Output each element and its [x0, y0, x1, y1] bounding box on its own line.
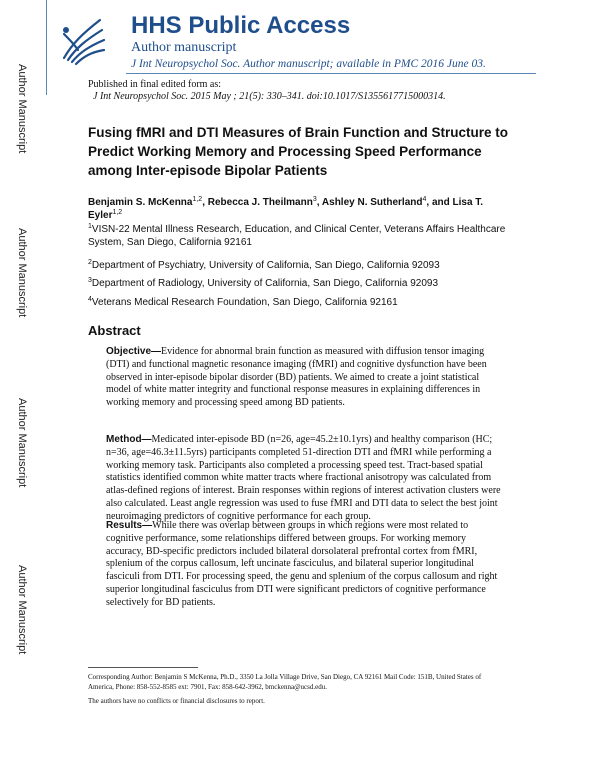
section-label: Objective— — [106, 346, 162, 357]
affiliation-text: Department of Psychiatry, University of California, San Diego, California 92093 — [91, 260, 440, 271]
affiliation-number: 2 — [88, 259, 92, 266]
affiliation-number: 4 — [88, 296, 92, 303]
hhs-public-access-title: HHS Public Access — [131, 12, 351, 39]
left-margin-labels — [0, 0, 40, 776]
affiliation — [88, 223, 508, 249]
author-name: Benjamin S. McKenna — [88, 197, 193, 208]
author-name: Ashley N. Sutherland — [321, 197, 423, 208]
published-citation: J Int Neuropsychol Soc. 2015 May ; 21(5): 330–341. doi:10.1017/S1355617715000314. — [93, 91, 446, 102]
affiliation-number: 1 — [88, 223, 92, 230]
author-affiliation-sup: 4 — [422, 196, 427, 203]
corresponding-author-note: Corresponding Author: Benjamin S McKenna, Ph.D., 3350 La Jolla Village Drive, San Diego, CA 92161 Mail Code: 151B, United States of America, Phone: 858-552-8585 ext: 7901, Fax: 858-642-3962, bmckenna@ucsd.edu. — [88, 673, 482, 691]
journal-availability: J Int Neuropsychol Soc. Author manuscript; available in PMC 2016 June 03. — [131, 58, 486, 70]
author-manuscript-label: Author Manuscript — [16, 398, 28, 488]
section-label: Results— — [106, 520, 153, 531]
author-list — [88, 196, 518, 222]
author-separator: , — [316, 197, 322, 208]
header-rule — [126, 73, 536, 74]
abstract-objective — [106, 346, 502, 410]
affiliation-number: 3 — [88, 277, 92, 284]
affiliation-text: VISN-22 Mental Illness Research, Education, and Clinical Center, Veterans Affairs Healthcare System, San Diego, California 92161 — [88, 224, 506, 248]
section-text: Medicated inter-episode BD (n=26, age=45.2±10.1yrs) and healthy comparison (HC; n=36, age=46.3±11.5yrs) participants completed 51-direction DTI and fMRI while performing a working memory task. Participants also completed a processing speed test. Tract-based spatial statistics identified common white matter tracts where fractional anisotropy was calculated from atlas-defined regions of interest. Brain responses within regions of interest activation clusters were also calculated. Least angle regression was used to fuse fMRI and DTI data to select the best joint neuroimaging predictors of cognitive performance for each group. — [106, 434, 501, 522]
article-title: Fusing fMRI and DTI Measures of Brain Function and Structure to Predict Working Memory and Processing Speed Performance among Inter-episode Bipolar Patients — [88, 125, 509, 178]
footnote-rule — [88, 667, 198, 668]
author-manuscript-label: Author Manuscript — [16, 228, 28, 318]
published-label: Published in final edited form as: — [88, 79, 222, 90]
section-text: Evidence for abnormal brain function as measured with diffusion tensor imaging (DTI) and functional magnetic resonance imaging (fMRI) and cognitive dysfunction have been observed in inter-episode bipolar disorder (BD) patients. We aimed to create a joint statistical model of white matter integrity and functional response measures in explaining differences in working memory and processing speed among BD patients. — [106, 346, 487, 409]
section-label: Method— — [106, 434, 152, 445]
author-name: Rebecca J. Theilmann — [207, 197, 313, 208]
author-affiliation-sup: 3 — [312, 196, 317, 203]
abstract-method — [106, 434, 502, 524]
affiliation-text: Department of Radiology, University of California, San Diego, California 92093 — [91, 278, 439, 289]
abstract-heading: Abstract — [88, 323, 141, 338]
affiliation — [88, 277, 508, 290]
section-text: While there was overlap between groups in which regions were most related to cognitive performance, some relationships differed between groups. For working memory accuracy, BD-specific predictors included bilateral dorsolateral prefrontal cortex from fMRI, splenium of the corpus callosum, left uncinate fasciculus, and bilateral superior longitudinal fasciculi from DTI. For processing speed, the genu and splenium of the corpus callosum and right superior longitudinal fasciculus from DTI were significant predictors of cognitive performance selectively for BD patients. — [106, 520, 498, 608]
author-separator: , and — [426, 197, 453, 208]
abstract-results — [106, 520, 502, 610]
author-separator: , — [202, 197, 208, 208]
author-manuscript-label: Author Manuscript — [16, 64, 28, 154]
affiliation — [88, 296, 508, 309]
disclosure-note: The authors have no conflicts or financial disclosures to report. — [88, 697, 265, 705]
header-divider-line — [46, 0, 47, 95]
affiliation — [88, 259, 508, 272]
hhs-logo-icon — [56, 14, 110, 68]
author-manuscript-subtitle: Author manuscript — [131, 40, 237, 55]
author-affiliation-sup: 1,2 — [112, 209, 123, 216]
author-manuscript-label: Author Manuscript — [16, 565, 28, 655]
author-affiliation-sup: 1,2 — [192, 196, 203, 203]
author-name: Lisa T. Eyler — [88, 197, 484, 221]
affiliation-text: Veterans Medical Research Foundation, San Diego, California 92161 — [91, 297, 398, 308]
